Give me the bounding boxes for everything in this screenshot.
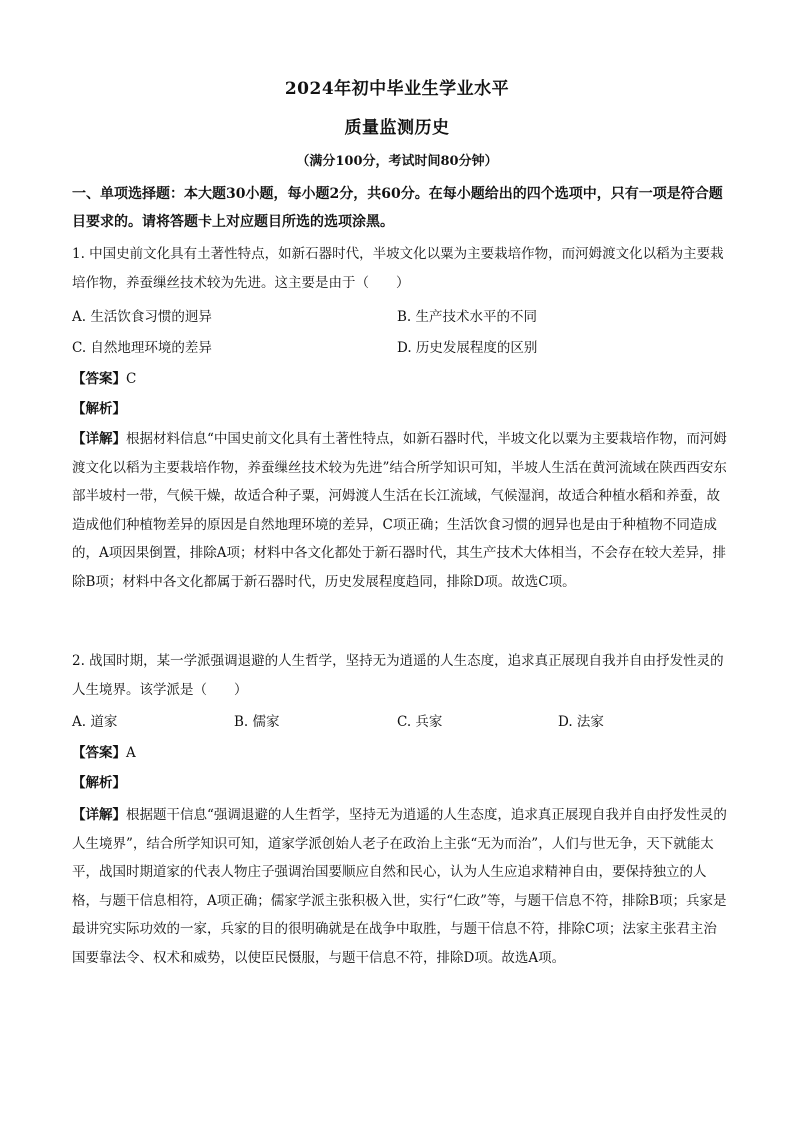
analysis-label: 【解析】 bbox=[72, 401, 126, 417]
answer-label: 【答案】 bbox=[72, 745, 126, 761]
question-2-stem: 2. 战国时期，某一学派强调退避的人生哲学，坚持无为逍遥的人生态度，追求真正展现自我并自由抒发性灵的人生境界。该学派是（ ） bbox=[72, 653, 724, 698]
page-title: 2024年初中毕业生学业水平 bbox=[284, 79, 510, 99]
detail-label: 【详解】 bbox=[72, 807, 126, 823]
question-1-stem: 1. 中国史前文化具有土著性特点，如新石器时代，半坡文化以粟为主要栽培作物，而河姆渡文化以稻为主要栽培作物，养蚕缫丝技术较为先进。这主要是由于（ ） bbox=[72, 246, 724, 291]
question-2-option-a: A. 道家 bbox=[72, 714, 118, 730]
question-2-detail bbox=[72, 801, 728, 972]
answer-value: A bbox=[126, 745, 136, 761]
exam-info: （满分100分，考试时间80分钟） bbox=[296, 154, 498, 169]
question-1-option-c: C. 自然地理环境的差异 bbox=[72, 340, 212, 356]
question-2-option-d: D. 法家 bbox=[558, 714, 604, 730]
question-1-detail bbox=[72, 425, 728, 596]
analysis-label: 【解析】 bbox=[72, 775, 126, 791]
question-2-answer-row bbox=[72, 743, 136, 763]
page-subject-title: 质量监测历史 bbox=[344, 118, 450, 138]
question-1-option-a: A. 生活饮食习惯的迥异 bbox=[72, 309, 212, 325]
detail-text: 根据题干信息“强调退避的人生哲学，坚持无为逍遥的人生态度，追求真正展现自我并自由抒发性灵的人生境界”，结合所学知识可知，道家学派创始人老子在政治上主张“无为而治”，人们与世无争，天下就能太平，战国时期道家的代表人物庄子强调治国要顺应自然和民心，认为人生应追求精神自由，要保持独立的人格，与题干信息相符，A项正确；儒家学派主张积极入世，实行“仁政”等，与题干信息不符，排除B项；兵家是最讲究实际功效的一家，兵家的目的很明确就是在战争中取胜，与题干信息不符，排除C项；法家主张君主治国要靠法令、权术和威势，以使臣民慑服，与题干信息不符，排除D项。故选A项。 bbox=[72, 807, 727, 966]
question-1-answer-row bbox=[72, 369, 136, 389]
answer-label: 【答案】 bbox=[72, 371, 126, 387]
section-heading: 一、单项选择题：本大题30小题，每小题2分，共60分。在每小题给出的四个选项中，只有一项是符合题目要求的。请将答题卡上对应题目所选的选项涂黑。 bbox=[72, 186, 723, 230]
detail-text: 根据材料信息“中国史前文化具有土著性特点，如新石器时代，半坡文化以粟为主要栽培作物，而河姆渡文化以稻为主要栽培作物，养蚕缫丝技术较为先进”结合所学知识可知，半坡人生活在黄河流域在陕西西安东部半坡村一带，气候干燥，故适合种子粟，河姆渡人生活在长江流域，气候湿润，故适合种植水稻和养蚕，故造成他们种植物差异的原因是自然地理环境的差异，C项正确；生活饮食习惯的迥异也是由于种植物不同造成的，A项因果倒置，排除A项；材料中各文化都处于新石器时代，其生产技术大体相当，不会存在较大差异，排除B项；材料中各文化都属于新石器时代，历史发展程度趋同，排除D项。故选C项。 bbox=[72, 431, 727, 590]
question-2-analysis-label bbox=[72, 773, 126, 793]
detail-label: 【详解】 bbox=[72, 431, 126, 447]
answer-value: C bbox=[126, 371, 137, 387]
question-2-option-b: B. 儒家 bbox=[234, 714, 280, 730]
question-1-option-b: B. 生产技术水平的不同 bbox=[397, 309, 538, 325]
question-1-option-d: D. 历史发展程度的区别 bbox=[397, 340, 538, 356]
question-1-analysis-label bbox=[72, 399, 126, 419]
question-2-option-c: C. 兵家 bbox=[397, 714, 443, 730]
